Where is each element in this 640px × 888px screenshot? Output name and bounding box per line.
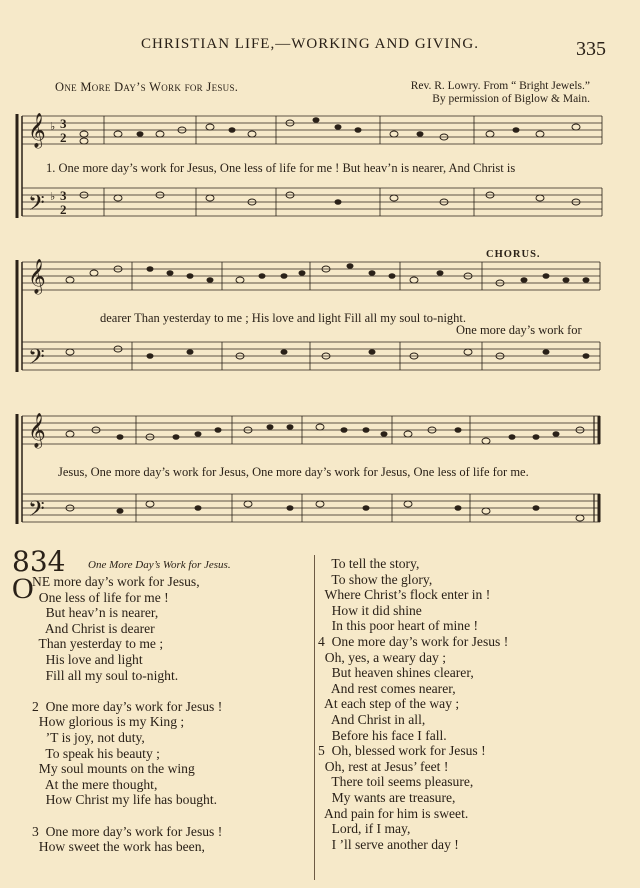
verse-line: And Christ in all, — [318, 711, 426, 727]
verse-line: How sweet the work has been, — [32, 839, 205, 855]
column-divider — [314, 555, 315, 880]
tune-title: One More Day’s Work for Jesus. — [55, 80, 239, 94]
running-title: CHRISTIAN LIFE,—WORKING AND GIVING. — [141, 36, 479, 52]
verse-line: But heav’n is nearer, — [32, 605, 159, 621]
verse-line: To speak his beauty ; — [32, 745, 160, 761]
music-system-3 — [0, 410, 640, 540]
verse-line: Oh, yes, a weary day ; — [318, 649, 446, 665]
hymn-subtitle: One More Day’s Work for Jesus. — [88, 559, 231, 571]
verse-line: And rest comes nearer, — [318, 680, 456, 696]
svg-text:𝄢: 𝄢 — [28, 497, 45, 527]
svg-text:𝄢: 𝄢 — [28, 345, 45, 375]
svg-text:2: 2 — [60, 202, 67, 217]
verse-line: I ’ll serve another day ! — [318, 836, 459, 852]
drop-cap: O — [12, 572, 34, 605]
lyric-line-2: dearer Than yesterday to me ; His love and light Fill all my soul to-night. — [100, 311, 467, 325]
lyric-line-3: Jesus, One more day’s work for Jesus, One more day’s work for Jesus, One less of life for me. — [58, 465, 529, 479]
svg-text:𝄞: 𝄞 — [28, 259, 46, 294]
verse-line: One less of life for me ! — [32, 589, 169, 605]
tune-credit — [411, 80, 590, 106]
verse-line: At the mere thought, — [32, 776, 158, 792]
verse-line: My wants are treasure, — [318, 789, 456, 805]
svg-text:♭: ♭ — [50, 121, 56, 133]
verse-line: Than yesterday to me ; — [32, 636, 164, 652]
verse-line: In this poor heart of mine ! — [318, 618, 479, 634]
verse-line — [32, 808, 222, 824]
verse-line: 2 One more day’s work for Jesus ! — [32, 698, 223, 714]
verse-line: To tell the story, — [318, 556, 420, 571]
verse-line: ’T is joy, not duty, — [32, 729, 145, 745]
verse-line: And pain for him is sweet. — [318, 805, 469, 821]
verse-line: At each step of the way ; — [318, 696, 460, 712]
music-system-2 — [0, 256, 640, 386]
hymn-right-column — [318, 556, 508, 852]
svg-text:𝄞: 𝄞 — [28, 413, 46, 448]
verse-line: There toil seems pleasure, — [318, 774, 474, 790]
music-system-1 — [0, 110, 640, 240]
credit-line-1: Rev. R. Lowry. From “ Bright Jewels.” — [410, 80, 590, 92]
credit-line-2: By permission of Biglow & Main. — [432, 93, 590, 105]
svg-text:𝄢: 𝄢 — [28, 191, 45, 221]
svg-text:♭: ♭ — [50, 191, 56, 203]
chorus-label: CHORUS. — [486, 249, 541, 260]
verse-line: 3 One more day’s work for Jesus ! — [32, 823, 223, 839]
verse-line: Lord, if I may, — [318, 821, 411, 837]
verse-line: And Christ is dearer — [32, 620, 155, 636]
verse-line: To show the glory, — [318, 571, 433, 587]
verse-line: My soul mounts on the wing — [32, 761, 195, 777]
verse-line — [32, 683, 222, 699]
verse-line: But heaven shines clearer, — [318, 665, 474, 681]
verse-line: Fill all my soul to-night. — [32, 667, 179, 683]
verse-line: His love and light — [32, 651, 143, 667]
page-number: 335 — [576, 38, 606, 60]
verse-line: 4 One more day’s work for Jesus ! — [318, 633, 509, 649]
verse-line: How Christ my life has bought. — [32, 792, 218, 808]
verse-line: 5 Oh, blessed work for Jesus ! — [318, 743, 486, 759]
verse-line: NE more day’s work for Jesus, — [32, 574, 200, 589]
time-sig-top: 3 — [60, 116, 67, 131]
verse-line: Before his face I fall. — [318, 727, 447, 743]
lyric-line-2-chorus: One more day’s work for — [456, 323, 582, 337]
time-sig-bottom: 2 — [60, 130, 67, 145]
verse-line: Where Christ’s flock enter in ! — [318, 587, 491, 603]
verse-line: Oh, rest at Jesus’ feet ! — [318, 758, 449, 774]
verse-line: How glorious is my King ; — [32, 714, 185, 730]
hymn-number: 834 — [12, 545, 66, 578]
lyric-line-1: 1. One more day’s work for Jesus, One less of life for me ! But heav’n is nearer, And Christ is — [46, 161, 516, 175]
svg-text:𝄞: 𝄞 — [28, 113, 46, 148]
svg-text:3: 3 — [60, 188, 67, 203]
verse-line: How it did shine — [318, 602, 422, 618]
hymn-left-column — [32, 574, 222, 855]
